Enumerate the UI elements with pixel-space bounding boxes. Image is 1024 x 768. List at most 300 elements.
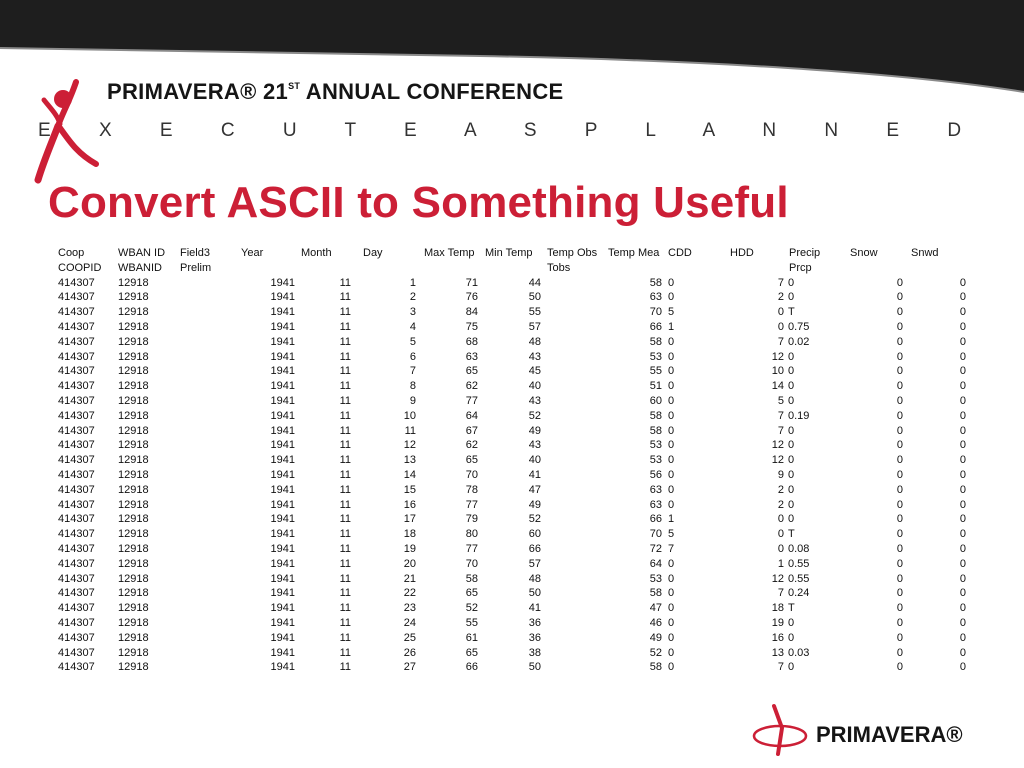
table-cell: Prelim xyxy=(180,261,212,274)
table-cell: Min Temp xyxy=(485,247,533,259)
table-row xyxy=(58,468,978,483)
table-row xyxy=(58,409,978,424)
table-cell: 11 xyxy=(339,513,351,526)
table-cell: 0 xyxy=(959,468,966,481)
table-cell: 12918 xyxy=(118,587,149,600)
table-cell: 51 xyxy=(649,380,662,393)
table-cell: 63 xyxy=(465,350,478,363)
table-cell: 57 xyxy=(528,557,541,570)
table-cell: 0 xyxy=(668,394,675,407)
table-cell: 66 xyxy=(528,542,541,555)
table-cell: 0 xyxy=(896,394,903,407)
table-cell: 1941 xyxy=(270,424,295,437)
table-cell: 11 xyxy=(404,424,416,437)
table-cell: 12918 xyxy=(118,557,149,570)
table-cell: 0 xyxy=(668,380,675,393)
table-cell: 8 xyxy=(409,380,416,393)
table-cell: 53 xyxy=(649,454,662,467)
table-cell: 1 xyxy=(668,320,675,333)
table-cell: 414307 xyxy=(58,483,95,496)
table-cell: 1 xyxy=(668,513,675,526)
table-cell: 43 xyxy=(528,350,541,363)
table-cell: 0 xyxy=(896,616,903,629)
table-cell: 0 xyxy=(959,306,966,319)
table-cell: 0 xyxy=(788,468,795,481)
table-cell: 60 xyxy=(528,528,541,541)
table-row xyxy=(58,364,978,379)
table-cell: 11 xyxy=(339,320,351,333)
table-cell: 12918 xyxy=(118,409,149,422)
table-cell: 12918 xyxy=(118,631,149,644)
table-cell: 67 xyxy=(465,424,478,437)
table-cell: 0.03 xyxy=(788,646,810,659)
table-cell: 45 xyxy=(528,365,541,378)
table-cell: 12918 xyxy=(118,365,149,378)
table-cell: 27 xyxy=(403,661,416,674)
table-cell: 25 xyxy=(403,631,416,644)
table-cell: 7 xyxy=(668,542,675,555)
table-cell: 53 xyxy=(649,350,662,363)
table-cell: 72 xyxy=(649,542,662,555)
table-cell: 414307 xyxy=(58,409,95,422)
table-cell: 50 xyxy=(528,291,541,304)
table-cell: 7 xyxy=(777,276,784,289)
table-cell: HDD xyxy=(730,247,754,259)
table-cell: 70 xyxy=(649,528,662,541)
table-cell: 0 xyxy=(959,557,966,570)
table-cell: 57 xyxy=(528,320,541,333)
table-row xyxy=(58,276,978,291)
table-cell: 11 xyxy=(339,365,351,378)
table-cell: 5 xyxy=(409,335,416,348)
table-cell: 52 xyxy=(528,513,541,526)
table-cell: 0 xyxy=(668,439,675,452)
table-cell: 11 xyxy=(339,276,351,289)
table-cell: 0.02 xyxy=(788,335,810,348)
table-cell: 11 xyxy=(339,483,351,496)
table-cell: 41 xyxy=(528,468,541,481)
table-cell: 12918 xyxy=(118,616,149,629)
table-cell: 11 xyxy=(339,616,351,629)
table-cell: 9 xyxy=(777,468,784,481)
table-cell: 5 xyxy=(668,528,675,541)
table-cell: 11 xyxy=(339,468,351,481)
table-cell: 0 xyxy=(668,350,675,363)
table-cell: 1941 xyxy=(270,276,295,289)
table-cell: 70 xyxy=(465,557,478,570)
table-cell: 11 xyxy=(339,646,351,659)
table-cell: 0 xyxy=(896,587,903,600)
table-cell: Prcp xyxy=(789,261,812,274)
table-cell: COOPID xyxy=(58,261,102,274)
table-cell: 0 xyxy=(959,646,966,659)
table-cell: 0.55 xyxy=(788,557,810,570)
table-cell: 12 xyxy=(771,350,784,363)
table-cell: 0 xyxy=(896,646,903,659)
table-cell: 40 xyxy=(528,380,541,393)
table-cell: 7 xyxy=(777,587,784,600)
table-row xyxy=(58,290,978,305)
table-cell: 1941 xyxy=(270,409,295,422)
table-cell: 0 xyxy=(668,587,675,600)
table-cell: 1941 xyxy=(270,468,295,481)
table-cell: 0 xyxy=(668,365,675,378)
table-cell: 0 xyxy=(959,454,966,467)
table-cell: 1941 xyxy=(270,498,295,511)
table-cell: 19 xyxy=(403,542,416,555)
table-cell: 1941 xyxy=(270,291,295,304)
table-cell: 12918 xyxy=(118,439,149,452)
table-cell: 36 xyxy=(528,631,541,644)
table-cell: 11 xyxy=(339,572,351,585)
table-cell: 414307 xyxy=(58,394,95,407)
table-header-row xyxy=(58,261,978,276)
table-cell: 12918 xyxy=(118,291,149,304)
table-cell: 0 xyxy=(788,513,795,526)
table-cell: 0 xyxy=(668,483,675,496)
table-cell: 0 xyxy=(788,394,795,407)
table-cell: 0 xyxy=(959,616,966,629)
table-cell: 11 xyxy=(339,631,351,644)
table-cell: WBAN ID xyxy=(118,247,166,259)
table-cell: 0 xyxy=(959,291,966,304)
table-cell: 36 xyxy=(528,616,541,629)
table-cell: 0 xyxy=(788,276,795,289)
table-cell: 0 xyxy=(896,542,903,555)
table-row xyxy=(58,572,978,587)
table-cell: 52 xyxy=(528,409,541,422)
table-cell: 1941 xyxy=(270,513,295,526)
table-cell: 414307 xyxy=(58,528,95,541)
table-cell: Day xyxy=(363,247,383,259)
table-cell: 20 xyxy=(403,557,416,570)
table-cell: 1941 xyxy=(270,320,295,333)
table-cell: 414307 xyxy=(58,631,95,644)
table-cell: 0 xyxy=(896,424,903,437)
table-cell: 12918 xyxy=(118,424,149,437)
table-cell: 49 xyxy=(649,631,662,644)
table-cell: 10 xyxy=(403,409,416,422)
table-cell: 12918 xyxy=(118,306,149,319)
table-cell: 52 xyxy=(465,602,478,615)
table-cell: 1941 xyxy=(270,365,295,378)
table-cell: 0 xyxy=(788,631,795,644)
table-cell: 0 xyxy=(788,616,795,629)
table-cell: 41 xyxy=(528,602,541,615)
table-row xyxy=(58,320,978,335)
table-cell: 18 xyxy=(403,528,416,541)
table-cell: 11 xyxy=(339,409,351,422)
table-cell: 0 xyxy=(788,424,795,437)
table-cell: 63 xyxy=(649,483,662,496)
table-row xyxy=(58,542,978,557)
table-cell: 414307 xyxy=(58,439,95,452)
table-cell: 1 xyxy=(777,557,784,570)
table-cell: 0 xyxy=(896,335,903,348)
table-cell: 7 xyxy=(777,409,784,422)
table-cell: 15 xyxy=(403,483,416,496)
table-cell: 18 xyxy=(771,602,784,615)
table-cell: 9 xyxy=(409,394,416,407)
table-cell: 12918 xyxy=(118,646,149,659)
table-cell: 414307 xyxy=(58,365,95,378)
table-cell: 66 xyxy=(649,513,662,526)
table-cell: Temp Obs xyxy=(547,247,598,259)
table-cell: 0 xyxy=(959,276,966,289)
table-cell: 7 xyxy=(777,424,784,437)
table-row xyxy=(58,646,978,661)
table-cell: 0 xyxy=(788,291,795,304)
table-cell: 40 xyxy=(528,454,541,467)
table-cell: 12 xyxy=(771,454,784,467)
table-cell: 0 xyxy=(668,335,675,348)
table-cell: 43 xyxy=(528,439,541,452)
table-cell: 414307 xyxy=(58,335,95,348)
table-cell: 11 xyxy=(339,335,351,348)
table-cell: 0 xyxy=(777,542,784,555)
table-cell: 16 xyxy=(771,631,784,644)
table-cell: 23 xyxy=(403,602,416,615)
table-cell: 77 xyxy=(465,394,478,407)
table-row xyxy=(58,305,978,320)
table-cell: 17 xyxy=(403,513,416,526)
table-cell: 6 xyxy=(409,350,416,363)
table-row xyxy=(58,512,978,527)
table-cell: 62 xyxy=(465,380,478,393)
table-cell: Year xyxy=(241,247,264,259)
table-cell: 414307 xyxy=(58,661,95,674)
table-row xyxy=(58,483,978,498)
table-cell: 0 xyxy=(668,557,675,570)
table-cell: 1 xyxy=(409,276,416,289)
table-cell: 1941 xyxy=(270,602,295,615)
table-cell: 12918 xyxy=(118,542,149,555)
table-cell: 12918 xyxy=(118,276,149,289)
table-cell: 0 xyxy=(959,320,966,333)
table-cell: WBANID xyxy=(118,261,162,274)
table-cell: 12918 xyxy=(118,454,149,467)
table-cell: 12918 xyxy=(118,661,149,674)
table-cell: 10 xyxy=(771,365,784,378)
table-cell: 0 xyxy=(896,365,903,378)
table-cell: T xyxy=(788,528,795,541)
table-cell: 0 xyxy=(959,335,966,348)
table-cell: 56 xyxy=(649,468,662,481)
table-cell: 12918 xyxy=(118,380,149,393)
table-cell: 0 xyxy=(788,350,795,363)
table-cell: 0 xyxy=(959,602,966,615)
table-cell: 12 xyxy=(771,439,784,452)
table-cell: 11 xyxy=(339,424,351,437)
table-cell: 0 xyxy=(959,394,966,407)
table-cell: 5 xyxy=(777,394,784,407)
table-cell: 47 xyxy=(528,483,541,496)
table-cell: 12918 xyxy=(118,320,149,333)
table-cell: 0 xyxy=(959,513,966,526)
table-cell: 0 xyxy=(896,350,903,363)
table-cell: 12918 xyxy=(118,350,149,363)
table-cell: 58 xyxy=(649,424,662,437)
table-cell: 66 xyxy=(465,661,478,674)
table-cell: 414307 xyxy=(58,542,95,555)
table-cell: 414307 xyxy=(58,513,95,526)
table-cell: 11 xyxy=(339,291,351,304)
table-cell: 1941 xyxy=(270,557,295,570)
table-row xyxy=(58,557,978,572)
table-row xyxy=(58,586,978,601)
table-cell: 43 xyxy=(528,394,541,407)
footer-brand-name: PRIMAVERA® xyxy=(816,722,963,747)
table-cell: 58 xyxy=(649,335,662,348)
table-cell: Precip xyxy=(789,247,821,259)
table-cell: 0 xyxy=(959,587,966,600)
table-cell: 65 xyxy=(465,365,478,378)
table-cell: 12918 xyxy=(118,602,149,615)
table-cell: 0 xyxy=(668,424,675,437)
table-cell: 52 xyxy=(649,646,662,659)
table-cell: 1941 xyxy=(270,572,295,585)
table-cell: 65 xyxy=(465,587,478,600)
table-cell: 1941 xyxy=(270,661,295,674)
table-cell: 414307 xyxy=(58,572,95,585)
table-cell: 63 xyxy=(649,498,662,511)
table-cell: 16 xyxy=(403,498,416,511)
table-cell: 13 xyxy=(403,454,416,467)
table-cell: 1941 xyxy=(270,439,295,452)
table-cell: 70 xyxy=(649,306,662,319)
table-cell: 1941 xyxy=(270,587,295,600)
table-cell: 0 xyxy=(959,409,966,422)
table-cell: 14 xyxy=(403,468,416,481)
table-cell: 0 xyxy=(896,276,903,289)
table-cell: 62 xyxy=(465,439,478,452)
table-cell: 12918 xyxy=(118,498,149,511)
table-cell: 11 xyxy=(339,439,351,452)
table-cell: 0 xyxy=(788,483,795,496)
table-cell: 0 xyxy=(896,454,903,467)
table-cell: 53 xyxy=(649,572,662,585)
table-cell: Max Temp xyxy=(424,247,475,259)
table-cell: 414307 xyxy=(58,616,95,629)
table-cell: 78 xyxy=(465,483,478,496)
table-cell: 0 xyxy=(668,646,675,659)
table-cell: 1941 xyxy=(270,350,295,363)
table-cell: 0 xyxy=(668,276,675,289)
table-cell: 0 xyxy=(959,631,966,644)
table-cell: 55 xyxy=(465,616,478,629)
table-cell: Month xyxy=(301,247,332,259)
table-cell: 46 xyxy=(649,616,662,629)
table-cell: 414307 xyxy=(58,602,95,615)
table-cell: 0.08 xyxy=(788,542,810,555)
table-row xyxy=(58,601,978,616)
table-cell: 414307 xyxy=(58,320,95,333)
table-cell: 0 xyxy=(959,498,966,511)
table-cell: 53 xyxy=(649,439,662,452)
data-table xyxy=(58,246,978,675)
table-cell: 0 xyxy=(959,572,966,585)
table-cell: 414307 xyxy=(58,424,95,437)
table-cell: T xyxy=(788,306,795,319)
table-cell: 12918 xyxy=(118,483,149,496)
table-row xyxy=(58,453,978,468)
table-cell: 11 xyxy=(339,350,351,363)
table-cell: 0 xyxy=(668,454,675,467)
table-cell: 7 xyxy=(777,661,784,674)
table-cell: 5 xyxy=(668,306,675,319)
table-cell: 0 xyxy=(777,528,784,541)
table-row xyxy=(58,424,978,439)
table-cell: 414307 xyxy=(58,291,95,304)
table-cell: 0.24 xyxy=(788,587,810,600)
table-cell: 0 xyxy=(896,498,903,511)
table-cell: 12 xyxy=(771,572,784,585)
table-cell: 58 xyxy=(649,276,662,289)
table-cell: 12918 xyxy=(118,572,149,585)
table-cell: Tobs xyxy=(547,261,571,274)
table-cell: Field3 xyxy=(180,247,210,259)
table-cell: 0 xyxy=(668,572,675,585)
table-cell: 14 xyxy=(771,380,784,393)
table-cell: 1941 xyxy=(270,631,295,644)
table-cell: 60 xyxy=(649,394,662,407)
table-cell: 11 xyxy=(339,454,351,467)
table-cell: 64 xyxy=(649,557,662,570)
table-cell: T xyxy=(788,602,795,615)
table-cell: 0 xyxy=(896,557,903,570)
table-cell: 414307 xyxy=(58,468,95,481)
table-cell: 1941 xyxy=(270,528,295,541)
table-row xyxy=(58,631,978,646)
table-cell: Temp Mea xyxy=(608,247,660,259)
table-cell: 7 xyxy=(777,335,784,348)
table-cell: 414307 xyxy=(58,350,95,363)
table-cell: 12918 xyxy=(118,513,149,526)
table-cell: 38 xyxy=(528,646,541,659)
table-cell: 0 xyxy=(959,380,966,393)
table-cell: 79 xyxy=(465,513,478,526)
table-cell: 65 xyxy=(465,454,478,467)
table-cell: 55 xyxy=(528,306,541,319)
table-cell: 0 xyxy=(896,439,903,452)
table-cell: CDD xyxy=(668,247,692,259)
table-cell: 0.19 xyxy=(788,409,810,422)
table-cell: 76 xyxy=(465,291,478,304)
table-cell: 0 xyxy=(788,498,795,511)
table-cell: 13 xyxy=(771,646,784,659)
table-cell: 0 xyxy=(896,631,903,644)
table-cell: 63 xyxy=(649,291,662,304)
table-row xyxy=(58,379,978,394)
table-cell: 0 xyxy=(668,468,675,481)
table-cell: 64 xyxy=(465,409,478,422)
table-cell: Snow xyxy=(850,247,878,259)
table-cell: 11 xyxy=(339,394,351,407)
table-cell: 2 xyxy=(777,291,784,304)
table-row xyxy=(58,660,978,675)
table-cell: 80 xyxy=(465,528,478,541)
table-cell: 70 xyxy=(465,468,478,481)
table-row xyxy=(58,335,978,350)
table-cell: 0 xyxy=(959,483,966,496)
table-cell: 50 xyxy=(528,587,541,600)
table-cell: 0 xyxy=(788,661,795,674)
table-cell: 11 xyxy=(339,557,351,570)
table-cell: 0 xyxy=(896,572,903,585)
table-row xyxy=(58,438,978,453)
table-cell: 77 xyxy=(465,542,478,555)
table-cell: 0 xyxy=(896,513,903,526)
